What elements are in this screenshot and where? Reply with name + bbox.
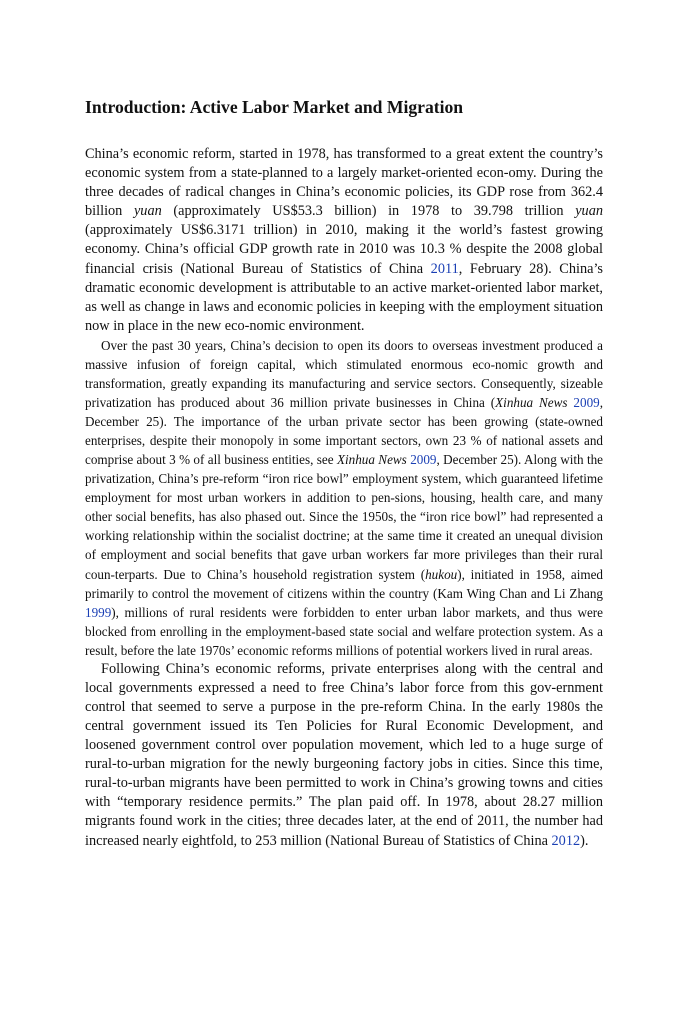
paragraph-2 bbox=[85, 336, 603, 660]
text: , December 25). Along with the privatization, China’s pre-reform “iron rice bowl” employment system, which guaranteed lifetime employment for most urban workers in addition to pen-sions, housing, health care, and many other social benefits, has also phased out. Since the 1950s, the “iron rice bowl” had represented a working relationship within the socialist doctrine; at the same time it created an unequal division of employment and social benefits that gave urban workers far more privileges than their rural coun-terparts. Due to China’s household registration system ( bbox=[85, 452, 603, 582]
text: Over the past 30 years, China’s decision to open its doors to overseas investment produced a massive infusion of foreign capital, which stimulated enormous eco-nomic growth and transformation, greatly expanding its manufacturing and service sectors. Consequently, sizeable privatization has produced about 36 million private businesses in China ( bbox=[85, 337, 603, 411]
citation-link-2011[interactable]: 2011 bbox=[430, 260, 459, 277]
text: ), initiated in 1958, aimed primarily to control the movement of citizens within the country (Kam Wing Chan and Li Zhang bbox=[85, 566, 603, 601]
text: (approximately US$53.3 billion) in 1978 to 39.798 trillion bbox=[161, 203, 576, 220]
text: ). bbox=[580, 832, 589, 849]
section-heading: Introduction: Active Labor Market and Migration bbox=[85, 97, 464, 117]
text: , December 25). The importance of the urban private sector has been growing (state-owned enterprises, despite their monopoly in some important sectors, own 23 % of national assets and comprise about 3 % of all business entities, see bbox=[85, 395, 603, 468]
italic-term: yuan bbox=[133, 203, 162, 220]
text: , February 28). China’s dramatic economic development is attributable to an active market-oriented labor market, as well as change in laws and economic policies in keeping with the employment situation now in place in the new eco-nomic environment. bbox=[85, 260, 603, 334]
paragraph-3 bbox=[85, 660, 603, 851]
italic-source: Xinhua News bbox=[336, 452, 407, 468]
citation-link-1999[interactable]: 1999 bbox=[85, 604, 112, 620]
italic-term: hukou bbox=[425, 566, 458, 582]
text: (approximately US$6.3171 trillion) in 2010, making it the world’s fastest growing economy. China’s official GDP growth rate in 2010 was 10.3 % despite the 2008 global financial crisis (National Bureau of Statistics of China bbox=[85, 222, 603, 277]
page-content bbox=[85, 96, 603, 851]
italic-term: yuan bbox=[575, 203, 603, 220]
italic-source: Xinhua News bbox=[495, 395, 568, 411]
text: Following China’s economic reforms, private enterprises along with the central and local governments expressed a need to free China’s labor force from this gov-ernment control that seemed to serve a purpose in the pre-reform China. In the early 1980s the central government issued its Ten Policies for Rural Economic Development, and loosened government control over population movement, which led to a huge surge of rural-to-urban migration for the newly burgeoning factory jobs in cities. Since this time, rural-to-urban migrants have been permitted to work in China’s growing towns and cities with “temporary residence permits.” The plan paid off. In 1978, about 28.27 million migrants found work in the cities; three decades later, at the end of 2011, the number had increased nearly eightfold, to 253 million (National Bureau of Statistics of China bbox=[85, 660, 603, 849]
text: ), millions of rural residents were forbidden to enter urban labor markets, and thus were blocked from enrolling in the employment-based state social and welfare protection system. As a result, before the late 1970s’ economic reforms millions of potential workers lived in rural areas. bbox=[85, 604, 603, 658]
citation-link-2009[interactable]: 2009 bbox=[573, 395, 600, 411]
paragraph-1 bbox=[85, 145, 603, 336]
text: China’s economic reform, started in 1978, has transformed to a great extent the country’s economic system from a state-planned to a largely market-oriented econ-omy. During the three decades of radical changes in China’s economic policies, its GDP rose from 362.4 billion bbox=[85, 146, 603, 220]
citation-link-2012[interactable]: 2012 bbox=[551, 832, 581, 849]
citation-link-2009[interactable]: 2009 bbox=[410, 452, 437, 468]
